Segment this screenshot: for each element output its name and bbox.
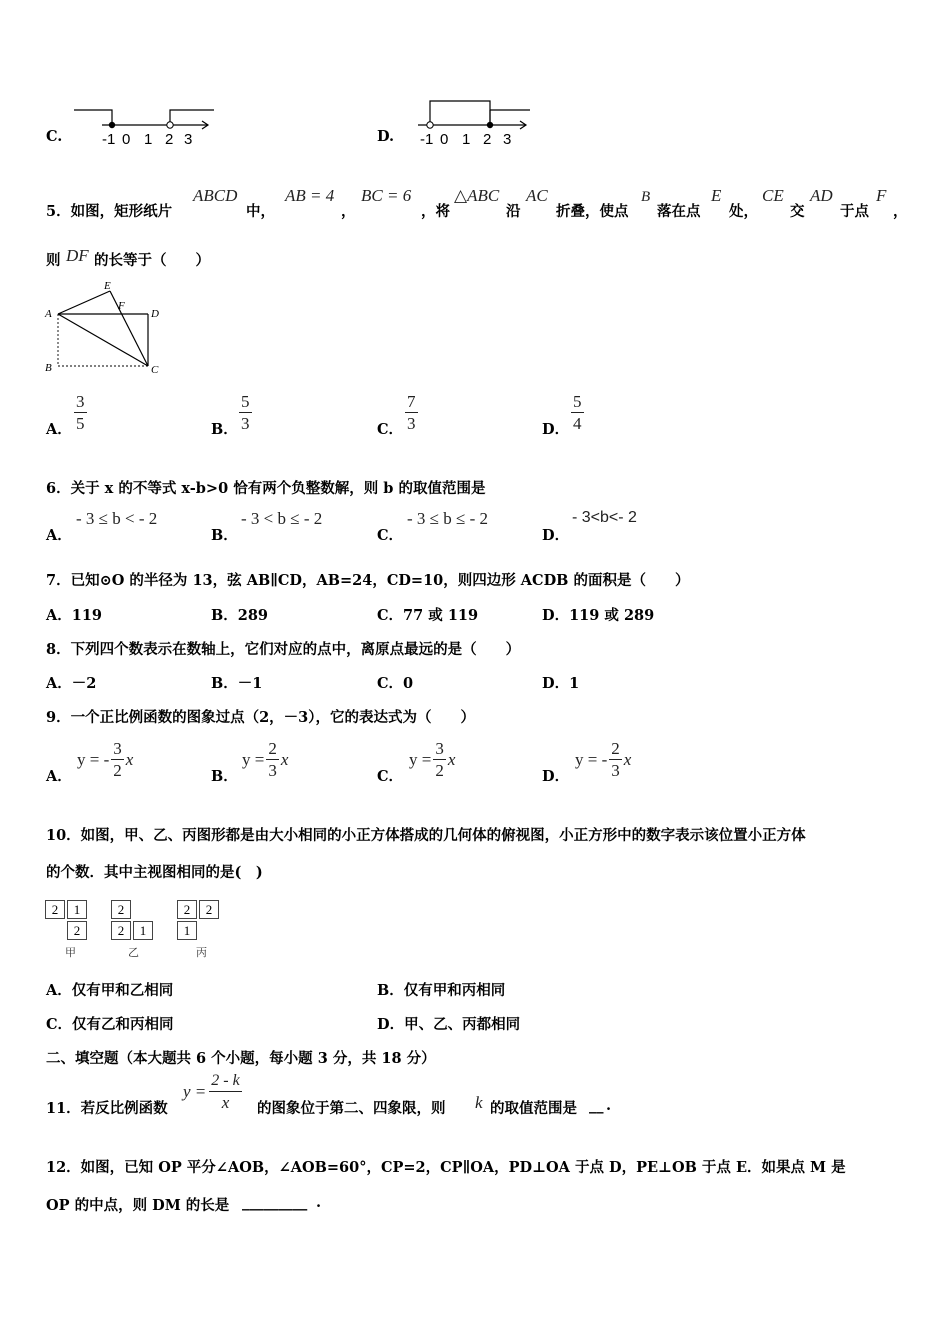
q5-math-df: DF — [66, 246, 89, 265]
q5-math-e: E — [711, 186, 722, 205]
q5-math-abcd: ABCD — [193, 186, 238, 205]
q7-stem: 7．已知⊙O 的半径为 13，弦 AB∥CD，AB=24，CD=10，则四边形 ACDB 的面积是（ ） — [46, 572, 690, 589]
q11-math-k: k — [475, 1093, 483, 1112]
q5-text: 的长等于（ ） — [94, 252, 210, 269]
q9-option-d-expr: y = - $\frac{2}{3}$ x — [575, 739, 632, 780]
q5-text: 处， — [729, 203, 758, 220]
q12-text: . — [316, 1194, 322, 1211]
point-label: A — [45, 308, 52, 320]
tick-label: -1 — [420, 131, 434, 148]
q10-option-a[interactable]: A．仅有甲和乙相同 — [46, 982, 174, 999]
q7-option-b[interactable]: B．289 — [211, 607, 269, 624]
tick-label: 0 — [440, 131, 449, 148]
q10-stem-line1: 10．如图，甲、乙、丙图形都是由大小相同的小正方体搭成的几何体的俯视图，小正方形中的数字表示该位置小正方体 — [46, 827, 806, 844]
q6-option-b-label[interactable]: B． — [211, 527, 238, 544]
q4-option-c-label: C. — [46, 128, 63, 145]
q10-figure-jia — [45, 900, 95, 960]
q5-option-d-label[interactable]: D． — [542, 421, 570, 438]
q7-option-c[interactable]: C．77 或 119 — [377, 607, 479, 624]
q5-math-b: B — [641, 189, 651, 205]
q5-text: 落在点 — [657, 203, 701, 220]
q5-option-a-fraction: $\frac{3}{5}$ — [76, 392, 85, 433]
q4-option-d-number-line — [402, 96, 532, 148]
q10-option-c[interactable]: C．仅有乙和丙相同 — [46, 1016, 174, 1033]
grid-cell: 1 — [67, 900, 87, 919]
q5-math-triangle: △ABC — [454, 186, 500, 205]
q10-option-b[interactable]: B．仅有甲和丙相同 — [377, 982, 506, 999]
q5-option-b-fraction: $\frac{5}{3}$ — [241, 392, 250, 433]
q4-option-c-number-line — [72, 104, 217, 149]
tick-label: 1 — [144, 131, 153, 148]
q9-option-c-expr: y = $\frac{3}{2}$ x — [409, 739, 456, 780]
q4-option-d-label: D. — [377, 128, 395, 145]
q6-option-a-label[interactable]: A． — [46, 527, 72, 544]
q12-stem-line1: 12．如图，已知 OP 平分∠AOB，∠AOB=60°，CP=2，CP∥OA，PD⊥OA 于点 D，PE⊥OB 于点 E．如果点 M 是 — [46, 1159, 846, 1176]
q5-text: 折叠，使点 — [556, 203, 629, 220]
grid-cell: 2 — [111, 921, 131, 940]
q10-figure-bing — [177, 900, 227, 960]
q5-math-ab: AB = 4 — [285, 186, 335, 205]
q9-option-a-expr: y = - $\frac{3}{2}$ x — [77, 739, 134, 780]
q7-option-d[interactable]: D．119 或 289 — [542, 607, 655, 624]
q9-option-b-label[interactable]: B． — [211, 768, 238, 785]
q12-stem-line2: OP 的中点，则 DM 的长是 — [46, 1197, 230, 1214]
tick-label: 0 — [122, 131, 131, 148]
q5-option-c-label[interactable]: C． — [377, 421, 404, 438]
tick-label: 3 — [184, 131, 193, 148]
q6-option-d-label[interactable]: D． — [542, 527, 570, 544]
q9-stem: 9．一个正比例函数的图象过点（2，－3），它的表达式为（ ） — [46, 709, 476, 726]
q5-math-ac: AC — [526, 186, 548, 205]
grid-cell: 2 — [45, 900, 65, 919]
q10-stem-line2: 的个数．其中主视图相同的是( ) — [46, 864, 263, 881]
q6-option-c-label[interactable]: C． — [377, 527, 404, 544]
grid-cell: 1 — [133, 921, 153, 940]
q6-option-a-expr: - 3 ≤ b < - 2 — [76, 509, 158, 528]
grid-cell: 2 — [111, 900, 131, 919]
q6-option-d-expr: - 3<b<- 2 — [572, 509, 637, 526]
q6-option-c-expr: - 3 ≤ b ≤ - 2 — [407, 509, 488, 528]
q5-text: 中， — [246, 203, 275, 220]
q11-answer-blank[interactable]: __ — [589, 1097, 604, 1114]
q5-math-ad: AD — [810, 186, 833, 205]
q11-text: . — [606, 1097, 612, 1114]
point-label: E — [104, 280, 111, 292]
q8-option-a[interactable]: A．－2 — [46, 675, 97, 692]
point-label: C — [151, 364, 159, 376]
tick-label: 1 — [462, 131, 471, 148]
q5-option-b-label[interactable]: B． — [211, 421, 238, 438]
q8-option-b[interactable]: B．－1 — [211, 675, 263, 692]
q5-rectangle-fold-figure — [40, 278, 170, 378]
q9-option-a-label[interactable]: A． — [46, 768, 72, 785]
q5-math-ce: CE — [762, 186, 784, 205]
q12-answer-blank[interactable]: _________ — [242, 1194, 308, 1211]
q10-option-d[interactable]: D．甲、乙、丙都相同 — [377, 1016, 521, 1033]
q5-option-d-fraction: $\frac{5}{4}$ — [573, 392, 582, 433]
q5-text: 交 — [790, 203, 805, 220]
q5-text: ，将 — [421, 203, 450, 220]
q5-text: 沿 — [506, 203, 521, 220]
q11-text: 的图象位于第二、四象限，则 — [257, 1100, 446, 1117]
q9-option-b-expr: y = $\frac{2}{3}$ x — [242, 739, 289, 780]
point-label: B — [45, 362, 52, 374]
q9-option-d-label[interactable]: D． — [542, 768, 570, 785]
figure-label: 乙 — [128, 946, 139, 959]
tick-label: 2 — [165, 131, 174, 148]
q6-stem: 6．关于 x 的不等式 x-b>0 恰有两个负整数解，则 b 的取值范围是 — [46, 480, 486, 497]
tick-label: 2 — [483, 131, 492, 148]
q5-text: ， — [341, 203, 356, 220]
q11-text: 11．若反比例函数 — [46, 1100, 168, 1117]
q10-figure-yi — [111, 900, 161, 960]
q5-text: 于点 — [840, 203, 869, 220]
q9-option-c-label[interactable]: C． — [377, 768, 404, 785]
q6-option-b-expr: - 3 < b ≤ - 2 — [241, 509, 323, 528]
q8-option-d[interactable]: D．1 — [542, 675, 580, 692]
figure-label: 丙 — [196, 946, 207, 959]
q5-text: ， — [893, 203, 908, 220]
grid-cell: 2 — [67, 921, 87, 940]
q5-stem-text: 5．如图，矩形纸片 — [46, 203, 173, 220]
q8-stem: 8．下列四个数表示在数轴上，它们对应的点中，离原点最远的是（ ） — [46, 641, 521, 658]
grid-cell: 2 — [199, 900, 219, 919]
q5-math-f: F — [876, 186, 887, 205]
point-label: F — [118, 300, 125, 312]
section-title: 二、填空题（本大题共 6 个小题，每小题 3 分，共 18 分） — [46, 1050, 436, 1067]
q5-math-bc: BC = 6 — [361, 186, 412, 205]
tick-label: 3 — [503, 131, 512, 148]
q8-option-c[interactable]: C．0 — [377, 675, 414, 692]
tick-label: -1 — [102, 131, 116, 148]
figure-label: 甲 — [65, 946, 76, 959]
grid-cell: 1 — [177, 921, 197, 940]
q5-option-a-label[interactable]: A． — [46, 421, 72, 438]
q7-option-a[interactable]: A．119 — [46, 607, 103, 624]
q11-text: 的取值范围是 — [490, 1100, 577, 1117]
q5-option-c-fraction: $\frac{7}{3}$ — [407, 392, 416, 433]
point-label: D — [151, 308, 159, 320]
grid-cell: 2 — [177, 900, 197, 919]
q11-formula: y = $\frac{2 - k}{x}$ — [183, 1072, 240, 1112]
q5-text: 则 — [46, 252, 61, 269]
